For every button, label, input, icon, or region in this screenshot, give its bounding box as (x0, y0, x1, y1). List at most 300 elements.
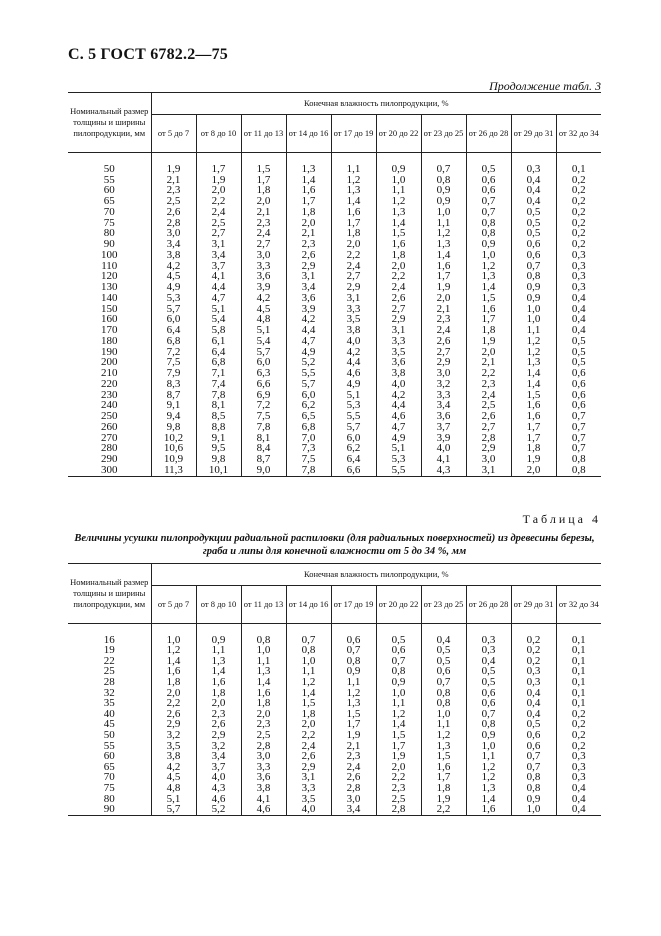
table-row (68, 207, 601, 218)
value-cell: 1,6 (376, 239, 421, 250)
table-row (68, 645, 601, 656)
row-size-cell: 50 (103, 728, 115, 741)
value-cell: 4,0 (331, 336, 376, 347)
value-cell: 0,5 (511, 719, 556, 730)
value-cell: 2,5 (151, 196, 196, 207)
value-cell: 10,9 (151, 454, 196, 465)
value-cell: 0,4 (556, 314, 601, 325)
table-row (68, 465, 601, 476)
row-size-cell: 100 (101, 248, 118, 261)
value-cell: 0,7 (376, 656, 421, 667)
table3-continuation-label: Продолжение табл. 3 (489, 79, 601, 93)
value-cell: 6,0 (331, 433, 376, 444)
value-cell: 3,4 (286, 282, 331, 293)
value-cell: 3,6 (376, 357, 421, 368)
value-cell: 0,6 (466, 175, 511, 186)
value-cell: 4,2 (376, 390, 421, 401)
table-row (68, 314, 601, 325)
row-size-cell: 65 (103, 760, 115, 773)
value-cell: 3,1 (466, 465, 511, 476)
value-cell: 2,1 (286, 228, 331, 239)
table-row (68, 783, 601, 794)
value-cell: 2,3 (241, 218, 286, 229)
table-row (68, 347, 601, 358)
spacer-cell (376, 624, 421, 635)
value-cell: 2,2 (196, 196, 241, 207)
value-cell: 5,2 (286, 357, 331, 368)
value-cell: 1,3 (331, 185, 376, 196)
table4-spacer-row (68, 624, 601, 635)
value-cell: 5,5 (376, 465, 421, 476)
value-cell: 1,3 (241, 666, 286, 677)
value-cell: 0,5 (556, 347, 601, 358)
value-cell: 1,3 (286, 164, 331, 175)
table4 (68, 563, 601, 816)
value-cell: 1,4 (466, 794, 511, 805)
value-cell: 7,8 (241, 422, 286, 433)
value-cell: 0,7 (466, 709, 511, 720)
value-cell: 2,3 (331, 751, 376, 762)
table4-col-header: от 20 до 22 (376, 586, 421, 624)
row-size-cell: 210 (101, 367, 118, 379)
table-row (68, 325, 601, 336)
value-cell: 1,2 (376, 709, 421, 720)
value-cell: 7,3 (286, 443, 331, 454)
value-cell: 1,0 (151, 635, 196, 646)
row-size-cell: 170 (101, 324, 118, 336)
value-cell: 2,0 (286, 218, 331, 229)
row-size-cell: 260 (101, 420, 118, 433)
value-cell: 1,1 (466, 751, 511, 762)
value-cell: 2,2 (466, 368, 511, 379)
row-size-cell: 25 (103, 665, 115, 678)
value-cell: 0,4 (556, 304, 601, 315)
value-cell: 1,8 (241, 185, 286, 196)
value-cell: 7,5 (286, 454, 331, 465)
value-cell: 8,5 (196, 411, 241, 422)
value-cell: 0,3 (556, 271, 601, 282)
table-row (68, 293, 601, 304)
value-cell: 0,4 (511, 709, 556, 720)
value-cell: 1,9 (421, 794, 466, 805)
value-cell: 0,4 (556, 783, 601, 794)
table-row (68, 336, 601, 347)
table-row (68, 175, 601, 186)
table-row (68, 433, 601, 444)
value-cell: 3,6 (241, 271, 286, 282)
value-cell: 0,5 (556, 357, 601, 368)
table-row (68, 794, 601, 805)
table3-col-header: от 26 до 28 (466, 115, 511, 153)
value-cell: 0,8 (556, 465, 601, 476)
value-cell: 5,1 (331, 390, 376, 401)
value-cell: 4,1 (421, 454, 466, 465)
value-cell: 2,5 (241, 730, 286, 741)
value-cell: 5,7 (241, 347, 286, 358)
row-size-cell: 110 (101, 259, 118, 272)
value-cell: 3,4 (196, 751, 241, 762)
value-cell: 2,3 (376, 783, 421, 794)
value-cell: 8,8 (196, 422, 241, 433)
value-cell: 3,7 (196, 762, 241, 773)
value-cell: 1,7 (331, 218, 376, 229)
spacer-cell (196, 624, 241, 635)
value-cell: 1,6 (466, 804, 511, 815)
value-cell: 0,4 (511, 688, 556, 699)
value-cell: 3,3 (286, 783, 331, 794)
value-cell: 2,6 (466, 411, 511, 422)
row-size-cell: 150 (101, 302, 118, 315)
table-row (68, 282, 601, 293)
value-cell: 0,3 (556, 282, 601, 293)
value-cell: 7,5 (151, 357, 196, 368)
row-size-cell: 75 (103, 216, 115, 229)
value-cell: 0,3 (556, 762, 601, 773)
value-cell: 0,8 (421, 698, 466, 709)
value-cell: 3,7 (196, 261, 241, 272)
value-cell: 0,2 (556, 185, 601, 196)
value-cell: 2,7 (196, 228, 241, 239)
row-size-cell: 250 (101, 410, 118, 422)
value-cell: 5,5 (286, 368, 331, 379)
value-cell: 1,3 (466, 783, 511, 794)
value-cell: 0,3 (466, 635, 511, 646)
row-size-cell: 60 (103, 750, 115, 763)
value-cell: 1,0 (466, 741, 511, 752)
value-cell: 0,9 (511, 293, 556, 304)
value-cell: 2,6 (421, 336, 466, 347)
value-cell: 4,4 (376, 400, 421, 411)
value-cell: 4,0 (376, 379, 421, 390)
table4-col-header: от 17 до 19 (331, 586, 376, 624)
value-cell: 1,2 (466, 261, 511, 272)
value-cell: 4,2 (241, 293, 286, 304)
value-cell: 1,3 (466, 271, 511, 282)
value-cell: 1,1 (286, 666, 331, 677)
value-cell: 6,8 (286, 422, 331, 433)
value-cell: 4,9 (286, 347, 331, 358)
value-cell: 6,0 (151, 314, 196, 325)
value-cell: 0,5 (376, 635, 421, 646)
row-size-cell: 65 (103, 195, 115, 207)
value-cell: 6,4 (151, 325, 196, 336)
table4-col-header: от 23 до 25 (421, 586, 466, 624)
spacer-cell (466, 624, 511, 635)
value-cell: 0,4 (556, 794, 601, 805)
table-row (68, 772, 601, 783)
value-cell: 4,2 (286, 314, 331, 325)
value-cell: 7,1 (196, 368, 241, 379)
row-size-cell: 90 (103, 238, 115, 250)
value-cell: 0,5 (466, 164, 511, 175)
value-cell: 5,7 (151, 304, 196, 315)
value-cell: 1,2 (466, 762, 511, 773)
table3-col-header: от 8 до 10 (196, 115, 241, 153)
row-size-cell: 55 (103, 739, 115, 752)
value-cell: 8,3 (151, 379, 196, 390)
value-cell: 1,4 (376, 218, 421, 229)
value-cell: 4,6 (376, 411, 421, 422)
value-cell: 0,2 (511, 635, 556, 646)
value-cell: 6,3 (241, 368, 286, 379)
value-cell: 2,8 (151, 218, 196, 229)
value-cell: 0,8 (466, 218, 511, 229)
table-row (68, 379, 601, 390)
value-cell: 3,3 (421, 390, 466, 401)
row-size-cell: 230 (101, 388, 118, 401)
value-cell: 2,3 (241, 719, 286, 730)
value-cell: 0,2 (556, 175, 601, 186)
value-cell: 4,7 (286, 336, 331, 347)
value-cell: 2,3 (466, 379, 511, 390)
value-cell: 3,2 (421, 379, 466, 390)
value-cell: 1,4 (241, 677, 286, 688)
value-cell: 0,1 (556, 656, 601, 667)
table-row (68, 635, 601, 646)
value-cell: 0,3 (556, 250, 601, 261)
value-cell: 9,8 (151, 422, 196, 433)
table4-col-header: от 29 до 31 (511, 586, 556, 624)
value-cell: 6,6 (331, 465, 376, 476)
value-cell: 1,2 (331, 688, 376, 699)
value-cell: 5,4 (241, 336, 286, 347)
value-cell: 6,4 (196, 347, 241, 358)
table-row (68, 400, 601, 411)
value-cell: 1,0 (511, 804, 556, 815)
value-cell: 0,9 (376, 164, 421, 175)
row-size-cell: 22 (103, 654, 115, 667)
value-cell: 2,9 (151, 719, 196, 730)
value-cell: 3,1 (376, 325, 421, 336)
value-cell: 0,6 (376, 645, 421, 656)
value-cell: 1,7 (466, 314, 511, 325)
value-cell: 4,9 (151, 282, 196, 293)
row-size-cell: 32 (103, 686, 115, 699)
value-cell: 2,2 (421, 804, 466, 815)
value-cell: 6,0 (241, 357, 286, 368)
value-cell: 1,7 (421, 772, 466, 783)
table4-col-header: от 26 до 28 (466, 586, 511, 624)
value-cell: 1,1 (421, 719, 466, 730)
row-size-cell: 290 (101, 453, 118, 465)
value-cell: 2,0 (151, 688, 196, 699)
value-cell: 3,6 (421, 411, 466, 422)
value-cell: 0,4 (556, 293, 601, 304)
value-cell: 1,7 (241, 175, 286, 186)
value-cell: 7,8 (286, 465, 331, 476)
value-cell: 5,1 (151, 794, 196, 805)
value-cell: 0,4 (556, 325, 601, 336)
value-cell: 2,6 (151, 207, 196, 218)
value-cell: 2,0 (511, 465, 556, 476)
value-cell: 2,3 (196, 709, 241, 720)
row-size-cell: 75 (103, 781, 115, 794)
spacer-cell (511, 624, 556, 635)
row-size-cell: 80 (103, 227, 115, 240)
value-cell: 8,4 (241, 443, 286, 454)
table3-col-header: от 20 до 22 (376, 115, 421, 153)
value-cell: 3,0 (466, 454, 511, 465)
value-cell: 4,5 (241, 304, 286, 315)
value-cell: 0,5 (421, 645, 466, 656)
value-cell: 0,2 (556, 218, 601, 229)
value-cell: 1,1 (331, 677, 376, 688)
value-cell: 0,2 (556, 719, 601, 730)
value-cell: 6,9 (241, 390, 286, 401)
table3-row-header: Номинальный размер толщины и ширины пилопродукции, мм (68, 93, 151, 153)
value-cell: 1,4 (286, 688, 331, 699)
value-cell: 5,1 (241, 325, 286, 336)
value-cell: 0,6 (556, 400, 601, 411)
value-cell: 3,0 (241, 751, 286, 762)
value-cell: 1,8 (511, 443, 556, 454)
value-cell: 1,1 (196, 645, 241, 656)
value-cell: 4,8 (241, 314, 286, 325)
page-header: С. 5 ГОСТ 6782.2—75 (68, 46, 229, 63)
value-cell: 6,2 (331, 443, 376, 454)
value-cell: 1,8 (421, 783, 466, 794)
value-cell: 0,6 (556, 379, 601, 390)
value-cell: 1,1 (331, 164, 376, 175)
value-cell: 2,9 (196, 730, 241, 741)
value-cell: 3,4 (196, 250, 241, 261)
value-cell: 4,9 (331, 379, 376, 390)
value-cell: 1,3 (376, 207, 421, 218)
value-cell: 2,6 (331, 772, 376, 783)
table3-col-header: от 5 до 7 (151, 115, 196, 153)
row-size-cell: 28 (103, 675, 115, 688)
value-cell: 3,3 (376, 336, 421, 347)
value-cell: 0,4 (421, 635, 466, 646)
table-row (68, 698, 601, 709)
value-cell: 1,1 (376, 185, 421, 196)
value-cell: 4,4 (331, 357, 376, 368)
value-cell: 1,6 (511, 400, 556, 411)
value-cell: 6,1 (196, 336, 241, 347)
value-cell: 1,8 (196, 688, 241, 699)
value-cell: 0,2 (556, 730, 601, 741)
value-cell: 6,6 (241, 379, 286, 390)
value-cell: 1,6 (196, 677, 241, 688)
value-cell: 0,6 (466, 698, 511, 709)
value-cell: 2,0 (376, 261, 421, 272)
spacer-cell (241, 624, 286, 635)
value-cell: 0,2 (511, 645, 556, 656)
value-cell: 2,9 (286, 762, 331, 773)
value-cell: 7,8 (196, 390, 241, 401)
table-row (68, 719, 601, 730)
value-cell: 0,3 (466, 645, 511, 656)
value-cell: 10,6 (151, 443, 196, 454)
value-cell: 1,5 (331, 709, 376, 720)
table-row (68, 304, 601, 315)
value-cell: 0,4 (511, 196, 556, 207)
table3-col-header: от 14 до 16 (286, 115, 331, 153)
value-cell: 5,7 (151, 804, 196, 815)
value-cell: 2,7 (466, 422, 511, 433)
value-cell: 5,5 (331, 411, 376, 422)
row-size-cell: 70 (103, 205, 115, 218)
row-size-cell: 190 (101, 345, 118, 358)
table3-col-header: от 11 до 13 (241, 115, 286, 153)
value-cell: 1,7 (421, 271, 466, 282)
value-cell: 1,2 (376, 196, 421, 207)
table-row (68, 196, 601, 207)
value-cell: 2,4 (421, 325, 466, 336)
value-cell: 0,8 (286, 645, 331, 656)
table-row (68, 218, 601, 229)
value-cell: 2,1 (466, 357, 511, 368)
value-cell: 1,9 (196, 175, 241, 186)
value-cell: 1,3 (196, 656, 241, 667)
value-cell: 1,7 (331, 719, 376, 730)
value-cell: 2,4 (466, 390, 511, 401)
table3-spacer-row (68, 153, 601, 164)
value-cell: 2,4 (286, 741, 331, 752)
value-cell: 1,4 (376, 719, 421, 730)
value-cell: 7,2 (151, 347, 196, 358)
value-cell: 0,4 (466, 656, 511, 667)
value-cell: 0,6 (556, 390, 601, 401)
table4-caption: Величины усушки пилопродукции радиальной распиловки (для радиальных поверхностей) из древесины березы, граба и липы для конечной влажности от 5 до 34 %, мм (74, 533, 595, 557)
value-cell: 0,8 (511, 783, 556, 794)
row-size-cell: 35 (103, 697, 115, 710)
value-cell: 1,6 (286, 185, 331, 196)
value-cell: 5,7 (286, 379, 331, 390)
value-cell: 1,0 (286, 656, 331, 667)
value-cell: 0,3 (556, 772, 601, 783)
value-cell: 1,2 (151, 645, 196, 656)
value-cell: 1,4 (331, 196, 376, 207)
value-cell: 1,0 (511, 314, 556, 325)
value-cell: 1,3 (511, 357, 556, 368)
value-cell: 2,0 (241, 709, 286, 720)
value-cell: 3,6 (241, 772, 286, 783)
value-cell: 2,3 (421, 314, 466, 325)
value-cell: 3,5 (151, 741, 196, 752)
value-cell: 1,8 (286, 709, 331, 720)
value-cell: 7,4 (196, 379, 241, 390)
value-cell: 2,9 (376, 314, 421, 325)
value-cell: 6,2 (286, 400, 331, 411)
value-cell: 1,0 (511, 304, 556, 315)
value-cell: 0,7 (556, 411, 601, 422)
value-cell: 3,4 (421, 400, 466, 411)
value-cell: 1,4 (286, 175, 331, 186)
value-cell: 0,2 (556, 207, 601, 218)
table-row (68, 709, 601, 720)
value-cell: 0,9 (421, 196, 466, 207)
value-cell: 3,6 (286, 293, 331, 304)
value-cell: 0,7 (556, 422, 601, 433)
row-size-cell: 55 (103, 173, 115, 186)
value-cell: 2,0 (286, 719, 331, 730)
value-cell: 1,1 (376, 698, 421, 709)
table-row (68, 454, 601, 465)
table3-col-header: от 23 до 25 (421, 115, 466, 153)
value-cell: 1,6 (466, 304, 511, 315)
value-cell: 1,6 (511, 411, 556, 422)
value-cell: 9,4 (151, 411, 196, 422)
value-cell: 2,0 (421, 293, 466, 304)
value-cell: 2,2 (151, 698, 196, 709)
value-cell: 1,8 (286, 207, 331, 218)
value-cell: 1,7 (511, 433, 556, 444)
value-cell: 0,5 (466, 677, 511, 688)
value-cell: 9,0 (241, 465, 286, 476)
value-cell: 0,6 (421, 666, 466, 677)
table3 (68, 92, 601, 477)
